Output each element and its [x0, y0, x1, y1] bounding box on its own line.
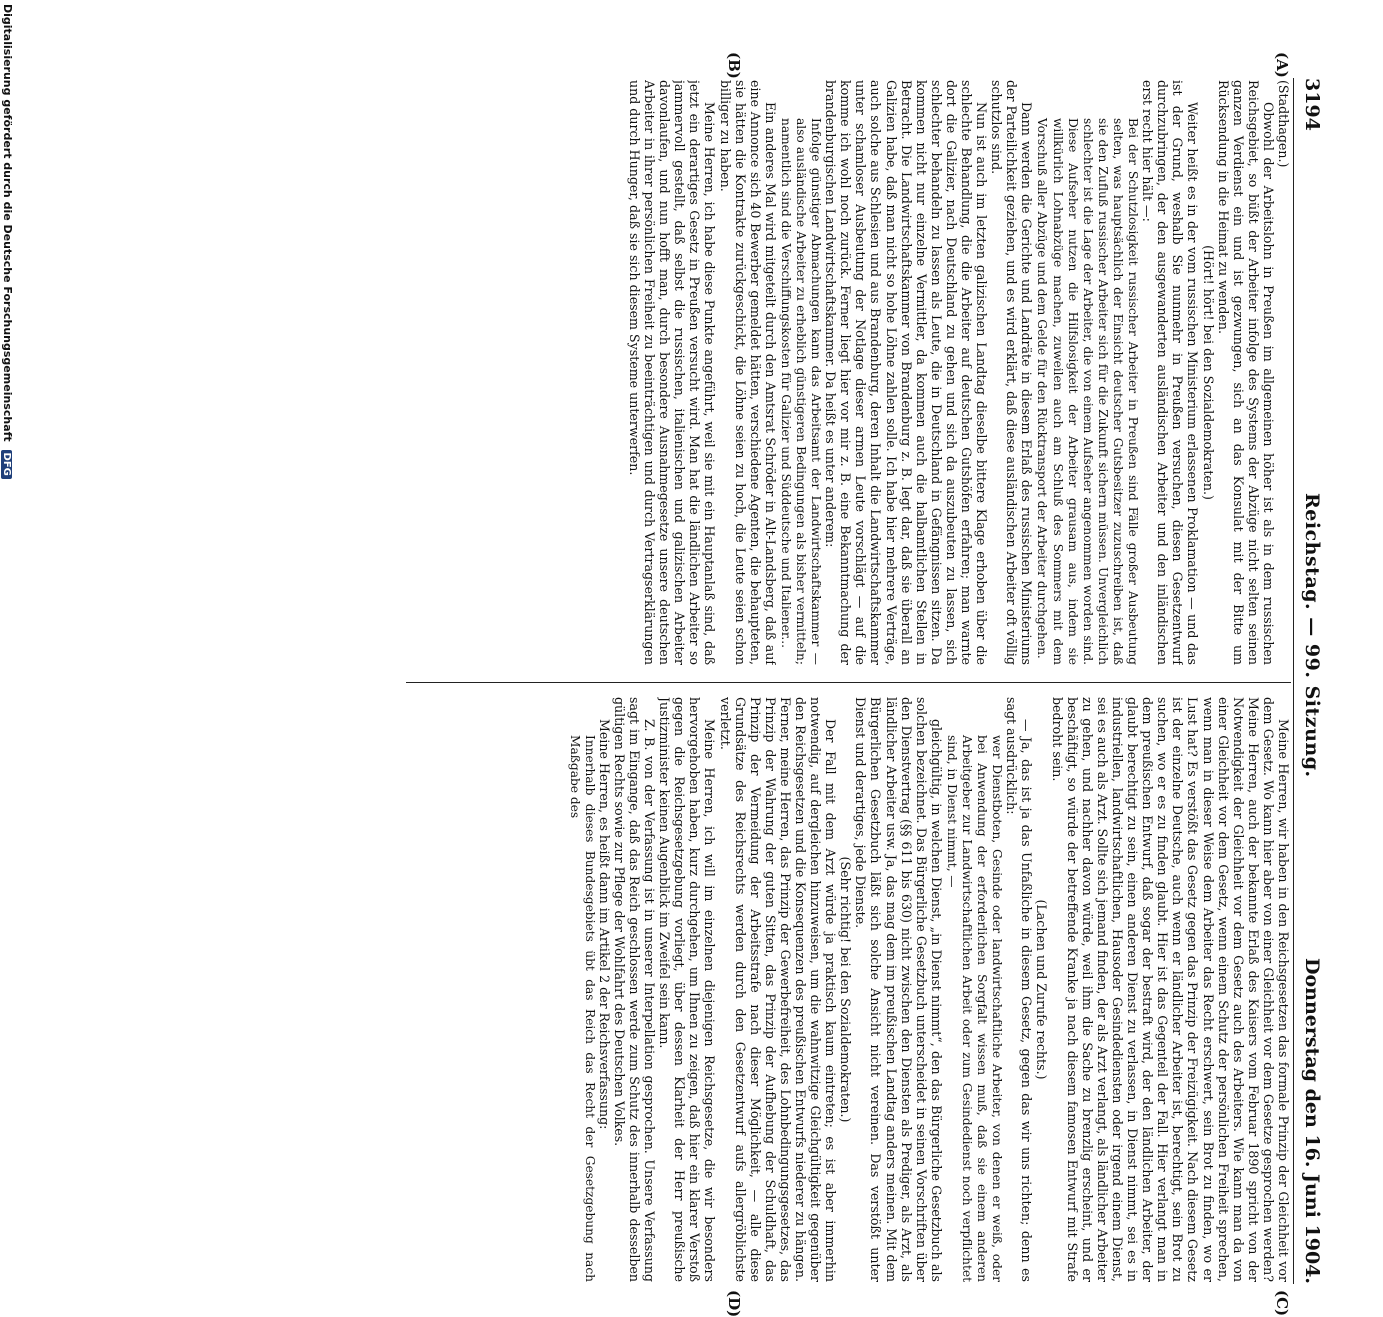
- right-column: [411, 697, 1291, 1282]
- page-number: 3194: [1301, 78, 1323, 131]
- digitization-note: [1, 4, 14, 704]
- interjection: (Lachen und Zurufe rechts.): [1034, 899, 1050, 1080]
- interjection: (Sehr richtig! bei den Sozialdemokraten.): [838, 856, 854, 1123]
- paragraph: — Ja, das ist ja das Unfaßliche in diesem Gesetz, gegen das wir uns richten; denn es sagt ausdrücklich:: [1004, 697, 1035, 1282]
- digitization-text: Digitalisierung gefördert durch die Deutsche Forschungsgemeinschaft: [1, 4, 14, 442]
- session-title: Reichstag. — 99. Sitzung.: [1301, 493, 1323, 778]
- paragraph: Nun ist auch im letzten galizischen Landtag dieselbe bittere Klage erhoben über die schlechte Behandlung, die die Arbeiter auf deutschen Gutshöfen erfahren; man warnte dort die Galizier, nach Deutschland zu gehen und sich da auszubeuten zu lassen, sich schlechter behandeln zu lassen als Leute, die in Deutschland in Gefängnissen sitzen. Da kommen nicht nur einzelne Vermittler, da kommen auch die halbamtlichen Stellen in Betracht. Die Landwirtschaftskammer von Brandenburg z. B. legt dar, daß sie überall an Galizien habe, daß man nicht so hohe Löhne zahlen solle. Ich habe hier mehrere Verträge, auch solche aus Schlesien und aus Brandenburg, deren Inhalt die Landwirtschaftskammer unter schamloser Ausbeutung der Notlage dieser armen Leute vorschlägt — auf die komme ich wohl noch zurück. Ferner liegt hier vor mir z. B. eine Bekanntmachung der brandenburgischen Landwirtschaftskammer. Da heißt es unter anderem:: [823, 80, 990, 665]
- paragraph: Der Fall mit dem Arzt würde ja praktisch kaum eintreten; es ist aber immerhin notwendig, auf dergleichen hinzuweisen, um die wahnwitzige Gleichgültigkeit gegenüber den Reichsgesetzen und die Konsequenzen des preußischen Entwurfs niederer zu hängen. Ferner, meine Herren, das Prinzip der Gewerbefreiheit, des Lohnbedingungsgesetzes, das Prinzip der Wahrung der guten Sitten, das Prinzip der Aufhebung der Schuldhaft, das Prinzip der Vermeidung der Arbeitsstrafe nach dieser Möglichkeit, — alle diese Grundsätze des Reichsrechts werden durch den Gesetzentwurf aufs allergröblichste verletzt.: [717, 697, 839, 1282]
- quoted-passage: Infolge günstiger Abmachungen kann das Arbeitsamt der Landwirtschaftskammer — also ausländische Arbeiter zu erheblich günstigeren Bedingungen als bisher vermitteln; namentlich sind die Verschiffungskosten für Galizier und Süddeutsche und Italiener...: [778, 118, 824, 665]
- paragraph: Weiter heißt es in der vom russischen Ministerium erlassenen Proklamation — und das ist der Grund, weshalb Sie nunmehr in Preußen versuchen, diesen Gesetzentwurf durchzubringen, der den ausgewanderten ausländischen Arbeiter und den inländischen erst recht hier hält —:: [1140, 80, 1201, 665]
- quoted-passage: wer Dienstboten, Gesinde oder landwirtschaftliche Arbeiter, von denen er weiß, oder bei Anwendung der erforderlichen Sorgfalt wissen muß, daß sie einem anderen Arbeitgeber zur Landwirtschaftlichen Arbeit oder zum Gesindedienst noch verpflichtet sind, in Dienst nimmt, —: [944, 735, 1005, 1282]
- session-date: Donnerstag den 16. Juni 1904.: [1301, 958, 1323, 1284]
- quoted-passage: Innerhalb dieses Bundesgebiets übt das Reich das Recht der Gesetzgebung nach Maßgabe des: [567, 735, 597, 1282]
- header-rule: [1293, 78, 1294, 1284]
- interjection: (Hört! hört! bei den Sozialdemokraten.): [1200, 245, 1216, 500]
- quoted-passage: Bei der Schutzlosigkeit russischer Arbeiter in Preußen sind Fälle großer Ausbeutung selten, was hauptsächlich der Einsicht deutscher Gutsbesitzer zuzuschreiben ist, daß sie den Zufluß russischer Arbeiter sich für die Zukunft sichern müssen. Unvergleichlich schlechter ist die Lage der Arbeiter, die von einem Aufseher angenommen worden sind. Diese Aufseher nutzen die Hilfslosigkeit der Arbeiter grausam aus, indem sie willkürlich Lohnabzüge machen, zuweilen auch am Schluß des Sommers mit dem Vorschuß aller Abzüge und dem Gelde für den Rücktransport der Arbeiter durchgehen.: [1035, 118, 1141, 665]
- left-column: [411, 80, 1291, 665]
- paragraph: Ein anderes Mal wird mitgeteilt durch den Amtsrat Schröder in Alt-Landsberg, daß auf eine Annonce sich 40 Bewerber gemeldet hätten, verschiedene Agenten, die behaupteten, sie hätten die Kontrakte zurückgeschickt, die Löhne seien zu hoch, die Leute seien schon billiger zu haben.: [717, 80, 778, 665]
- margin-mark-b: (B): [725, 52, 743, 79]
- speaker-label: (Stadthagen.): [1276, 80, 1291, 168]
- margin-mark-a: (A): [1273, 52, 1291, 78]
- dfg-logo: DFG: [1, 450, 12, 479]
- paragraph: Meine Herren, es heißt dann im Artikel 2 der Reichsverfassung:: [596, 719, 612, 1130]
- margin-mark-d: (D): [725, 1290, 743, 1317]
- paragraph: Z. B. von der Verfassung ist in unserer Interpellation gesprochen. Unsere Verfassung sagt im Eingange, daß das Reich geschlossen werde zum Schutz des innerhalb desselben gültigen Rechts sowie zur Pflege der Wohlfahrt des Deutschen Volkes.: [611, 697, 658, 1282]
- paragraph: Obwohl der Arbeitslohn in Preußen im allgemeinen höher ist als in dem russischen Reichsgebiet, so büßt der Arbeiter infolge des Systems der Abzüge nicht selten seinen ganzen Verdienst ein und ist gezwungen, sich an das Konsulat mit der Bitte um Rücksendung in die Heimat zu wenden.: [1215, 80, 1276, 665]
- paragraph: Meine Herren, ich habe diese Punkte angeführt, weil sie mit ein Hauptanlaß sind, daß jetzt ein derartiges Gesetz in Preußen versucht wird. Man hat die ländlichen Arbeiter so jammervoll gestellt, daß selbst die russischen, italienischen und galizischen Arbeiter davonlaufen, und nun hofft man, durch besondere Ausnahmegesetze unsere deutschen Arbeiter in ihrer persönlichen Freiheit zu beeinträchtigen und durch Vertragserklärungen und durch Hunger, daß sie sich diesem Systeme unterwerfen.: [626, 80, 718, 665]
- paragraph: Dann werden die Gerichte und Landräte in diesem Erlaß des russischen Ministeriums der Parteilichkeit geziehen, und es wird erklärt, daß diese ausländischen Arbeiter oft völlig schutzlos sind.: [989, 80, 1035, 665]
- running-head: [1297, 78, 1323, 1284]
- paragraph: Meine Herren, ich will im einzelnen diejenigen Reichsgesetze, die wir besonders hervorgehoben haben, kurz durchgehen, um Ihnen zu zeigen, daß hier ein klarer Verstoß gegen die Reichsgesetzgebung vorliegt, über dessen Klarheit der Herr preußische Justizminister keinen Augenblick im Zweifel sein kann.: [657, 697, 718, 1282]
- paragraph: Meine Herren, wir haben in den Reichsgesetzen das formale Prinzip der Gleichheit vor dem Gesetz. Wo kann hier aber von einer Gleichheit vor dem Gesetze gesprochen werden? Meine Herren, auch der bekannte Erlaß des Kaisers vom Februar 1890 spricht von der Notwendigkeit der Gleichheit vor dem Gesetz auch des Arbeiters. Wie kann man da von einer Gleichheit vor dem Gesetz, wenn einem Schutz der persönlichen Freiheit sprechen, wenn man in dieser Weise dem Arbeiter das Recht erschwert, sein Brot zu finden, wo er Lust hat? Es verstößt das Gesetz gegen das Prinzip der Freizügigkeit. Nach diesem Gesetz ist der einzelne Deutsche, auch wenn er ländlicher Arbeiter ist, berechtigt, sein Brot zu suchen, wo er es zu finden glaubt. Hier ist das Gegenteil der Fall. Hier verlangt man in dem preußischen Entwurf, daß sogar der bestraft wird, der den ländlichen Arbeiter, der glaubt berechtigt zu sein, einen anderen Dienst zu verlassen, in Dienst nimmt, sei es in industriellen, landwirtschaftlichen, Hausoder Gesindediensten oder irgend einem Dienst, sei es auch als Arzt. Sollte sich jemand finden, der als Arzt verlangt, als ländlicher Arbeiter zu gehen, und nachher davon würde, weil ihm die Sache zu brenzlig erscheint, und er beschäftigt, so würde der betreffende Kranke ja nach diesem famosen Entwurf mit Strafe bedroht sein.: [1049, 697, 1291, 1282]
- column-rule: [406, 682, 1291, 683]
- paragraph: gleichgültig, in welchen Dienst, „in Dienst nimmt“, den das Bürgerliche Gesetzbuch als solchen bezeichnet. Das Bürgerliche Gesetzbuch unterscheidet in seinen Vorschriften über den Dienstvertrag (§§ 611 bis 630) nicht zwischen den Diensten als Prediger, als Arzt, als ländlicher Arbeiter usw. Ja, das mag dem im preußischen Landtag anders meinen. Mit dem Bürgerlichen Gesetzbuch läßt sich solche Ansicht nicht vereinen. Das verstößt unter Dienst und derartiges, jede Dienste.: [853, 697, 944, 1282]
- margin-mark-c: (C): [1273, 1290, 1291, 1317]
